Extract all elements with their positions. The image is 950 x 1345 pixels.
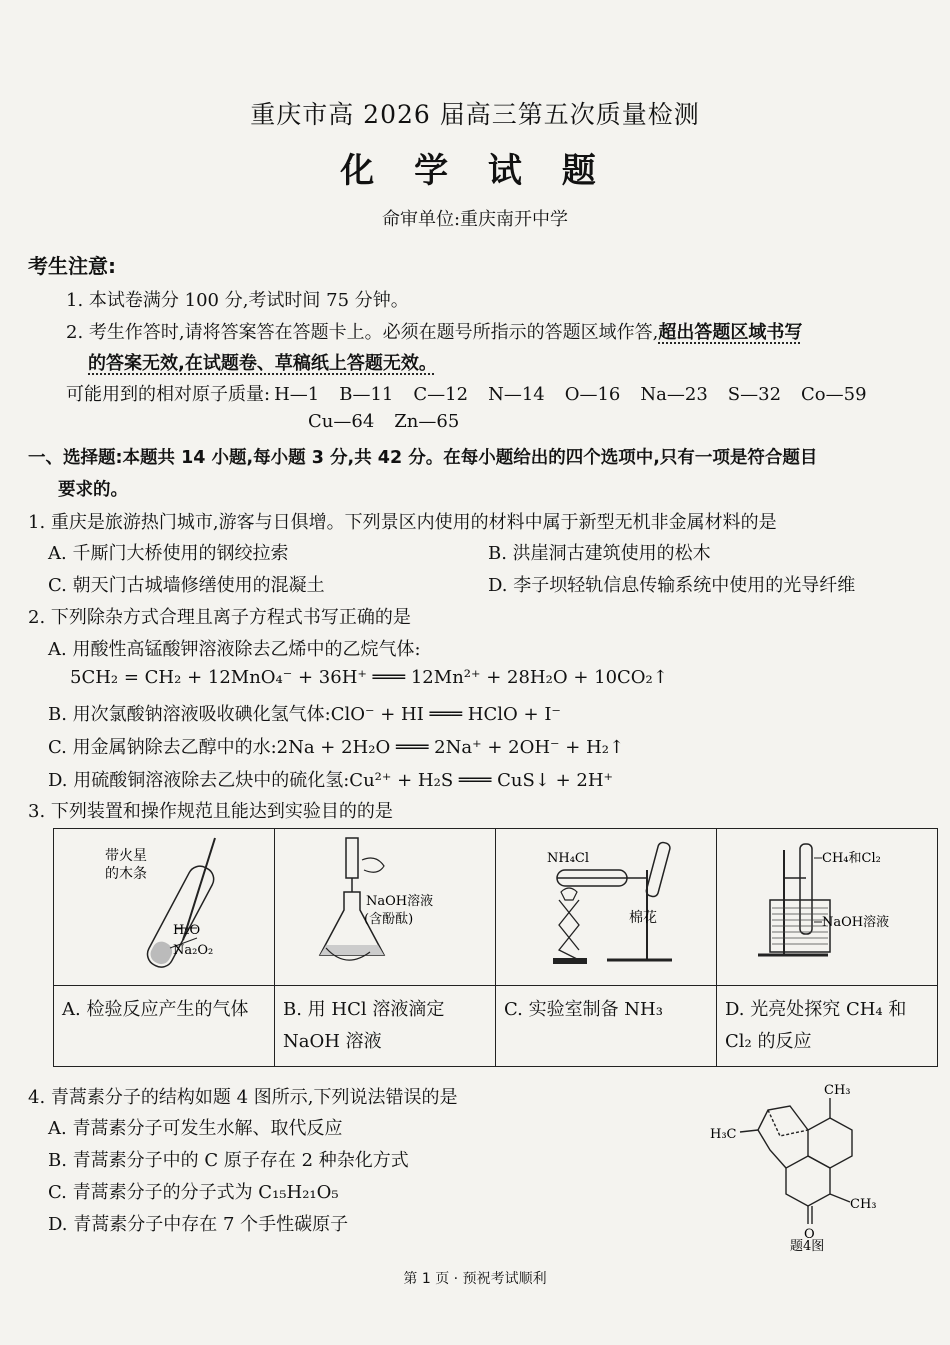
apparatus-b [275,829,496,986]
methane-chlorine-diagram [718,830,936,980]
atom-mass: C—12 [413,384,469,405]
fig-b-label-2: (含酚酞) [364,912,414,927]
atomic-masses-row-2 [308,411,479,432]
atoms-label: 可能用到的相对原子质量: [66,384,271,405]
fig-a-label-1: 带火星 [105,848,147,864]
fig-q4-carbonyl-o: O [804,1227,815,1242]
q1-option-b: B. 洪崖洞古建筑使用的松木 [488,543,711,564]
author-unit: 命审单位:重庆南开中学 [381,209,569,230]
apparatus-c [496,829,717,986]
note-2-text: 2. 考生作答时,请将答案答在答题卡上。必须在题号所指示的答题区域作答, [66,322,659,343]
fig-q4-ch3-right: CH₃ [850,1197,877,1212]
atom-mass: Na—23 [640,384,708,405]
q2-option-c: C. 用金属钠除去乙醇中的水:2Na + 2H₂O ═══ 2Na⁺ + 2OH⁻ + H₂↑ [48,737,625,758]
q1-stem: 1. 重庆是旅游热门城市,游客与日俱增。下列景区内使用的材料中属于新型无机非金属材料的是 [28,512,777,533]
atom-mass: Cu—64 [308,411,375,432]
q4-option-b: B. 青蒿素分子中的 C 原子存在 2 种杂化方式 [48,1150,409,1171]
note-2 [66,318,802,344]
q3-stem: 3. 下列装置和操作规范且能达到实验目的的是 [28,801,393,822]
fig-q4-caption: 题4图 [790,1239,825,1254]
section-1-title-cont: 要求的。 [58,480,128,500]
ammonia-preparation-diagram [497,830,715,980]
atom-mass: O—16 [564,384,621,405]
fig-d-label-2: NaOH溶液 [822,915,890,930]
apparatus-a [54,829,275,986]
fig-a-label-2: 的木条 [105,866,147,882]
q3-option-d: D. 光亮处探究 CH₄ 和 Cl₂ 的反应 [717,986,938,1067]
fig-a-label-4: Na₂O₂ [173,943,214,958]
atom-mass: Co—59 [801,384,867,405]
fig-a-label-3: H₂O [173,923,201,938]
q4-option-a: A. 青蒿素分子可发生水解、取代反应 [48,1118,343,1139]
q3-apparatus-table [53,828,938,1067]
artemisinin-structure [700,1078,900,1258]
atom-mass: S—32 [727,384,782,405]
atom-mass: N—14 [488,384,545,405]
q4-option-c: C. 青蒿素分子的分子式为 C₁₅H₂₁O₅ [48,1182,339,1203]
q1-option-a: A. 千厮门大桥使用的钢绞拉索 [48,543,289,564]
q1-option-d: D. 李子坝轻轨信息传输系统中使用的光导纤维 [488,575,856,596]
notes-title: 考生注意: [28,254,116,278]
q4-option-d: D. 青蒿素分子中存在 7 个手性碳原子 [48,1214,349,1235]
atom-mass: B—11 [339,384,394,405]
q3-option-b: B. 用 HCl 溶液滴定 NaOH 溶液 [275,986,496,1067]
note-2-continued: 的答案无效,在试题卷、草稿纸上答题无效。 [88,353,437,374]
section-1-title: 一、选择题:本题共 14 小题,每小题 3 分,共 42 分。在每小题给出的四个选项中,只有一项是符合题目 [28,448,818,468]
q2-option-d: D. 用硫酸铜溶液除去乙炔中的硫化氢:Cu²⁺ + H₂S ═══ CuS↓ + 2H⁺ [48,770,614,791]
atom-mass: Zn—65 [394,411,460,432]
page-footer: 第 1 页 · 预祝考试顺利 [403,1271,547,1287]
fig-c-label-2: 棉花 [629,910,657,926]
subject-title: 化 学 试 题 [340,151,610,191]
q3-option-c: C. 实验室制备 NH₃ [496,986,717,1067]
fig-c-label-1: NH₄Cl [547,851,590,866]
q2-option-a: A. 用酸性高锰酸钾溶液除去乙烯中的乙烷气体: [48,639,421,660]
q3-option-a: A. 检验反应产生的气体 [54,986,275,1067]
fig-q4-h3c: H₃C [710,1127,737,1142]
fig-b-label-1: NaOH溶液 [366,894,434,909]
apparatus-d [717,829,938,986]
test-tube-diagram [55,830,273,980]
q4-stem: 4. 青蒿素分子的结构如题 4 图所示,下列说法错误的是 [28,1087,458,1108]
fig-d-label-1: CH₄和Cl₂ [822,851,881,866]
q1-option-c: C. 朝天门古城墙修缮使用的混凝土 [48,575,325,596]
note-1: 1. 本试卷满分 100 分,考试时间 75 分钟。 [66,290,409,311]
q2-option-b: B. 用次氯酸钠溶液吸收碘化氢气体:ClO⁻ + HI ═══ HClO + I⁻ [48,704,561,725]
note-2-emphasis: 超出答题区域书写 [658,322,803,343]
atomic-masses-row-1 [66,380,887,406]
q2-stem: 2. 下列除杂方式合理且离子方程式书写正确的是 [28,607,411,628]
exam-title: 重庆市高 2026 届高三第五次质量检测 [250,100,700,129]
q2-option-a-equation: 5CH₂ = CH₂ + 12MnO₄⁻ + 36H⁺ ═══ 12Mn²⁺ + 28H₂O + 10CO₂↑ [70,667,668,688]
atom-mass: H—1 [274,384,320,405]
fig-q4-ch3-top: CH₃ [824,1083,851,1098]
titration-diagram [276,830,494,980]
